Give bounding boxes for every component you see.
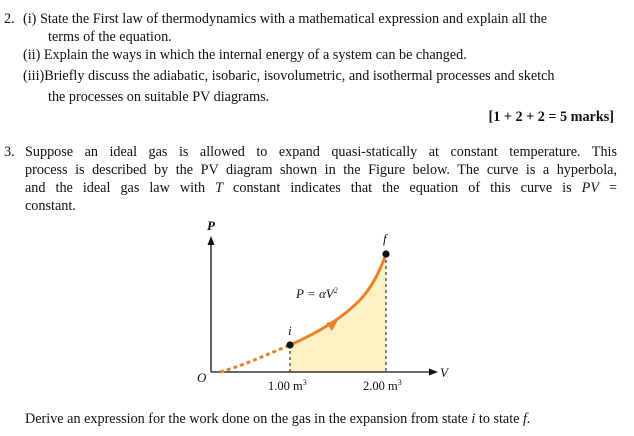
question-2-number: 2. (4, 11, 15, 27)
q3-line1: Suppose an ideal gas is allowed to expand quasi-statically at constant temperature. This (25, 144, 617, 160)
q3-line3-eq: = (609, 180, 618, 196)
q2-part3-line2: the processes on suitable PV diagrams. (48, 89, 270, 105)
state-f-label: f (383, 231, 387, 246)
derive-text-b: to state (478, 411, 520, 427)
state-i-point (286, 341, 293, 348)
x-axis-arrowhead (429, 369, 438, 376)
curve-equation-main: P = αV (296, 286, 334, 301)
pv-diagram (190, 212, 470, 412)
q3-line2: process is described by the PV diagram shown in the Figure below. The curve is a hyperbola, (25, 162, 617, 178)
x-axis-label: V (440, 365, 448, 380)
derive-state-i: i (471, 411, 476, 427)
tick-label-1-exp: 3 (302, 378, 307, 387)
q2-part1-line2: terms of the equation. (48, 29, 172, 45)
tick-label-1 (268, 378, 307, 393)
y-axis-label: P (207, 218, 215, 233)
derive-state-f: f. (523, 411, 531, 427)
question-3-number: 3. (4, 144, 15, 160)
q3-line3-t: T (215, 180, 224, 196)
q3-line3 (25, 179, 617, 197)
q3-derive-line (25, 410, 531, 428)
tick-label-1-text: 1.00 m (268, 379, 303, 393)
tick-label-2-text: 2.00 m (363, 379, 398, 393)
q3-line4: constant. (25, 198, 76, 214)
q3-line3-a: and the ideal gas law with (25, 180, 206, 196)
q2-marks: [1 + 2 + 2 = 5 marks] (488, 109, 614, 125)
derive-text-a: Derive an expression for the work done on the gas in the expansion from state (25, 411, 468, 427)
tick-label-2-exp: 3 (397, 378, 402, 387)
q2-part2: (ii) Explain the ways in which the internal energy of a system can be changed. (23, 47, 467, 63)
q3-line3-pv: PV (581, 180, 600, 196)
state-f-point (382, 250, 389, 257)
q2-part1-line1: (i) State the First law of thermodynamics with a mathematical expression and explain all the (23, 11, 548, 27)
curve-extrapolation-dashed (220, 345, 290, 372)
q2-part3-line1: (iii)Briefly discuss the adiabatic, isobaric, isovolumetric, and isothermal processes and sketch (23, 68, 555, 84)
curve-equation-exp: 2 (333, 286, 338, 295)
y-axis-arrowhead (208, 236, 215, 245)
work-area-shading (290, 254, 386, 372)
curve-equation-label (295, 286, 338, 301)
state-i-label: i (288, 323, 292, 338)
q3-line3-b: constant indicates that the equation of this curve is (233, 180, 572, 196)
tick-label-2 (363, 378, 402, 393)
origin-label: O (197, 370, 207, 385)
